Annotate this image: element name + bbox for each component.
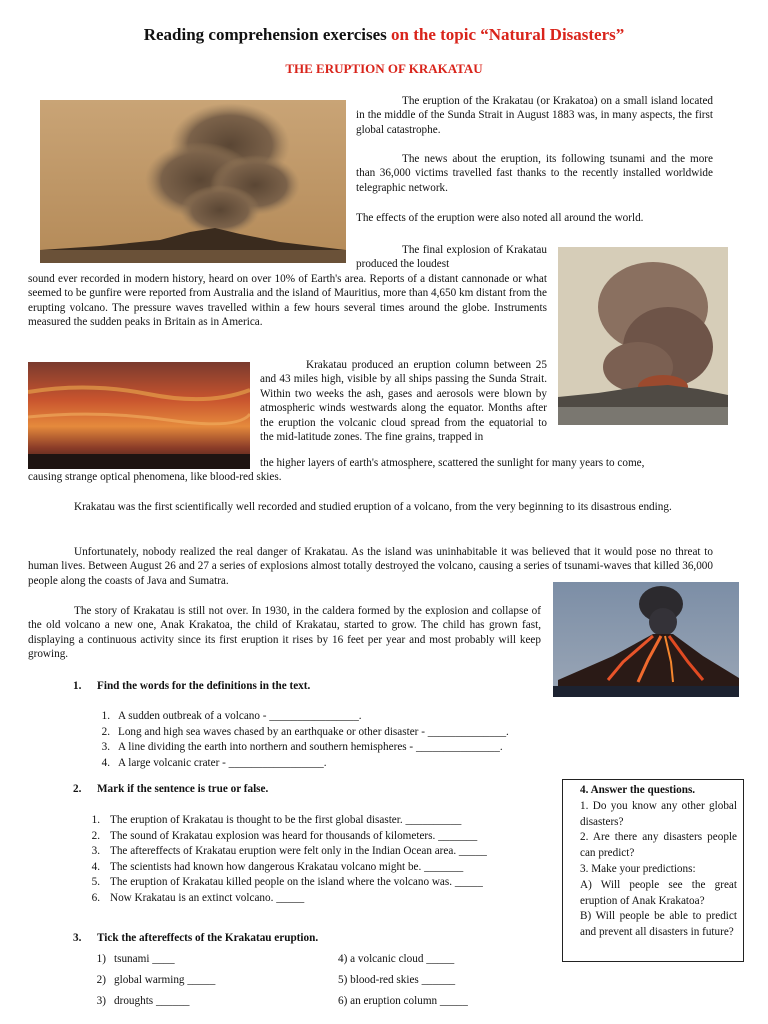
article-title: THE ERUPTION OF KRAKATAU [285, 61, 483, 76]
paragraph-6: Krakatau was the first scientifically well recorded and studied eruption of a volcano, from the very beginning to its disastrous ending. [74, 501, 672, 513]
anak-krakatau-night-photo [553, 582, 739, 697]
paragraph-1: The eruption of the Krakatau (or Krakatoa) on a small island located in the middle of the Sunda Strait in August 1883 was, in many aspects, the first global catastrophe. [356, 95, 713, 136]
red-sky-painting [28, 362, 250, 469]
paragraph-5-start: Krakatau produced an eruption column between 25 and 43 miles high, visible by all ships passing the Sunda Strait. Within two weeks the ash, gases and aerosols were blown by atmospheric winds westwards along the equator. Months after the eruption the volcanic cloud spread from the equatorial to the mid-latitude zones. The fine grains, trapped in [260, 359, 547, 444]
q2-list [86, 813, 556, 906]
q4-line: A) Will people see the great eruption of Anak Krakatoa? [580, 878, 737, 907]
q3-option: 1) tsunami ____ [96, 953, 175, 965]
q2-item: 2. The sound of Krakatau explosion was heard for thousands of kilometers. _______ [91, 829, 478, 842]
q3-option: 4) a volcanic cloud _____ [338, 953, 455, 965]
paragraph-5-cont: the higher layers of earth's atmosphere, scattered the sunlight for many years to come, [260, 457, 645, 469]
q3-option: 3) droughts ______ [96, 995, 190, 1007]
paragraph-2: The news about the eruption, its following tsunami and the more than 36,000 victims travelled fast thanks to the recently installed worldwide telegraphic network. [356, 153, 713, 194]
q4-heading: 4. Answer the questions. [580, 784, 696, 796]
q3-heading: 3. Tick the aftereffects of the Krakatau eruption. [73, 932, 319, 944]
q1-item: 4. A large volcanic crater - _________________. [101, 756, 327, 769]
q1-item: 2. Long and high sea waves chased by an earthquake or other disaster - ______________. [101, 725, 509, 738]
paragraph-7: Unfortunately, nobody realized the real danger of Krakatau. As the island was uninhabitable it was believed that it would pose no threat to human lives. Between August 26 and 27 a series of explosions almost totally destroyed the volcano, causing a series of tsunami-waves that killed 36,000 people along the coasts of Java and Sumatra. [28, 546, 713, 587]
q1-heading: 1. Find the words for the definitions in the text. [73, 680, 311, 692]
q4-box [562, 779, 744, 962]
q4-line: 3. Make your predictions: [580, 862, 696, 875]
q2-item: 5. The eruption of Krakatau killed people on the island where the volcano was. _____ [91, 876, 483, 888]
paragraph-8: The story of Krakatau is still not over. In 1930, in the caldera formed by the explosion and collapse of the old volcano a new one, Anak Krakatoa, the child of Krakatau, started to grow. The child has grown fast, displaying a continuous activity since its first eruption it rises by 16 feet per year and most probably will keep growing. [28, 605, 541, 661]
q4-line: B) Will people be able to predict and prevent all disasters in future? [580, 910, 737, 939]
q2-item: 4. The scientists had known how dangerous Krakatau volcano might be. _______ [91, 860, 464, 873]
q2-item: 1. The eruption of Krakatau is thought to be the first global disaster. __________ [91, 814, 462, 826]
title-main: Reading comprehension exercises [143, 25, 387, 44]
q2-heading: 2. Mark if the sentence is true or false. [73, 783, 269, 795]
q3-option: 5) blood-red skies ______ [338, 974, 456, 986]
paragraph-4: sound ever recorded in modern history, heard on over 10% of Earth's area. Reports of a distant cannonade or what seemed to be gunfire were reported from Australia and the island of Mauritius, more than 4,650 km distant from the erupting volcano. The pressure waves travelled within a few hours several times around the globe. Instruments measured the sudden peaks in Britain as in America. [28, 273, 547, 329]
q2-item: 6. Now Krakatau is an extinct volcano. _____ [91, 891, 305, 904]
paragraph-5-end: causing strange optical phenomena, like blood-red skies. [28, 471, 282, 483]
paragraph-3: The effects of the eruption were also noted all around the world. [356, 212, 644, 224]
q3-option: 6) an eruption column _____ [338, 995, 468, 1007]
q1-item: 3. A line dividing the earth into northern and southern hemispheres - _______________. [101, 741, 503, 753]
q3-option: 2) global warming _____ [96, 974, 216, 986]
page-title [0, 24, 768, 46]
title-topic: on the topic “Natural Disasters” [391, 25, 625, 44]
sepia-eruption-photo [40, 100, 346, 263]
q1-item: 1. A sudden outbreak of a volcano - ________________. [101, 710, 362, 722]
q4-line: 1. Do you know any other global disasters? [580, 799, 737, 828]
q4-line: 2. Are there any disasters people can predict? [580, 831, 737, 860]
eruption-painting [558, 247, 728, 425]
paragraph-4-start: The final explosion of Krakatau produced the loudest [356, 244, 547, 271]
q1-list [96, 709, 576, 771]
q2-item: 3. The aftereffects of Krakatau eruption were felt only in the Indian Ocean area. _____ [91, 845, 487, 857]
